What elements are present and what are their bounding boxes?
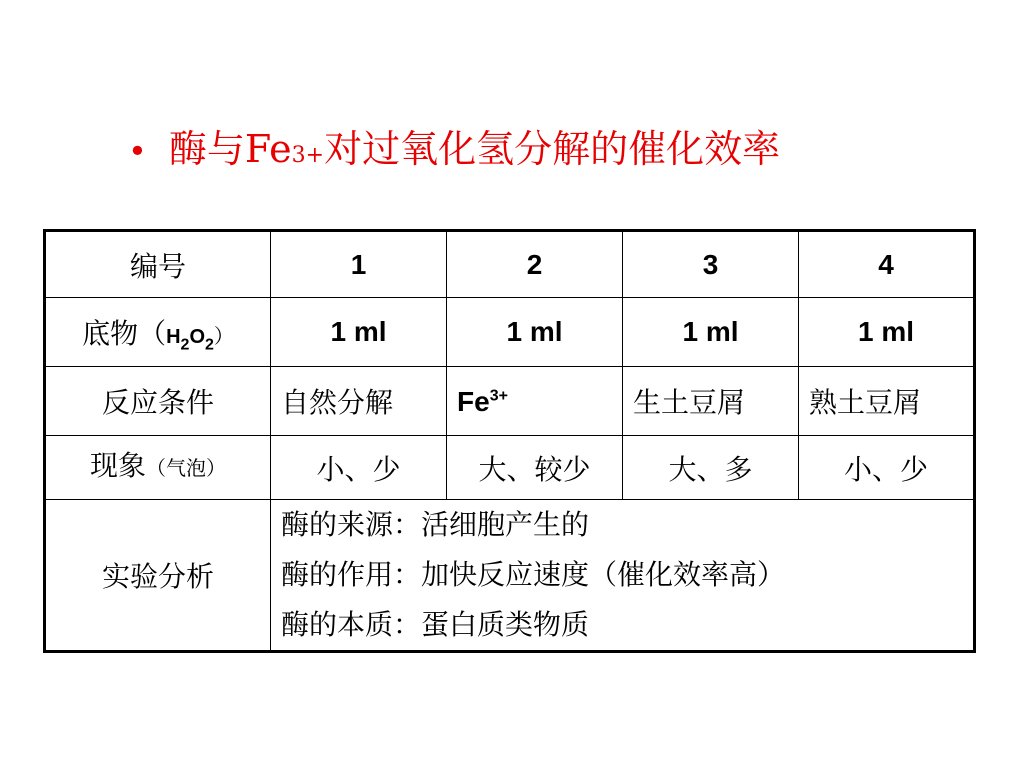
header-cell-4: 4 bbox=[799, 231, 975, 298]
phenomenon-value-3: 大、多 bbox=[623, 436, 799, 500]
condition-value-2: $Fe^{3+}$ bbox=[447, 367, 623, 436]
substrate-value-4: 1 ml bbox=[799, 298, 975, 367]
condition-value-1: 自然分解 bbox=[271, 367, 447, 436]
analysis-line-function: 酶的作用：加快反应速度（催化效率高） bbox=[281, 558, 786, 591]
analysis-label: 实验分析 bbox=[45, 500, 271, 652]
analysis-line-nature: 酶的本质：蛋白质类物质 bbox=[281, 608, 590, 641]
phenomenon-value-4: 小、少 bbox=[799, 436, 975, 500]
substrate-row bbox=[45, 298, 975, 367]
substrate-value-2: 1 ml bbox=[447, 298, 623, 367]
header-cell-2: 2 bbox=[447, 231, 623, 298]
analysis-row bbox=[45, 500, 975, 652]
experiment-table bbox=[43, 229, 976, 653]
phenomenon-value-2: 大、较少 bbox=[447, 436, 623, 500]
substrate-value-1: 1 ml bbox=[271, 298, 447, 367]
phenomenon-row bbox=[45, 436, 975, 500]
condition-value-4: 熟土豆屑 bbox=[799, 367, 975, 436]
phenomenon-label: 现象（气泡） bbox=[45, 436, 271, 500]
phenomenon-value-1: 小、少 bbox=[271, 436, 447, 500]
title-prefix: 酶与Fe bbox=[168, 127, 292, 171]
header-cell-1: 1 bbox=[271, 231, 447, 298]
substrate-label: 底物$(H_2O_2)$ bbox=[45, 298, 271, 367]
analysis-line-source: 酶的来源：活细胞产生的 bbox=[281, 508, 590, 541]
slide-title: • 酶与Fe 3+ 对过氧化氢分解的催化效率 bbox=[128, 118, 780, 173]
condition-label: 反应条件 bbox=[45, 367, 271, 436]
header-row bbox=[45, 231, 975, 298]
header-cell-number: 编号 bbox=[45, 231, 271, 298]
analysis-content bbox=[271, 500, 975, 652]
substrate-value-3: 1 ml bbox=[623, 298, 799, 367]
bullet-icon: • bbox=[128, 132, 147, 170]
condition-value-3: 生土豆屑 bbox=[623, 367, 799, 436]
condition-row bbox=[45, 367, 975, 436]
header-cell-3: 3 bbox=[623, 231, 799, 298]
title-suffix: 对过氧化氢分解的催化效率 bbox=[324, 127, 781, 171]
